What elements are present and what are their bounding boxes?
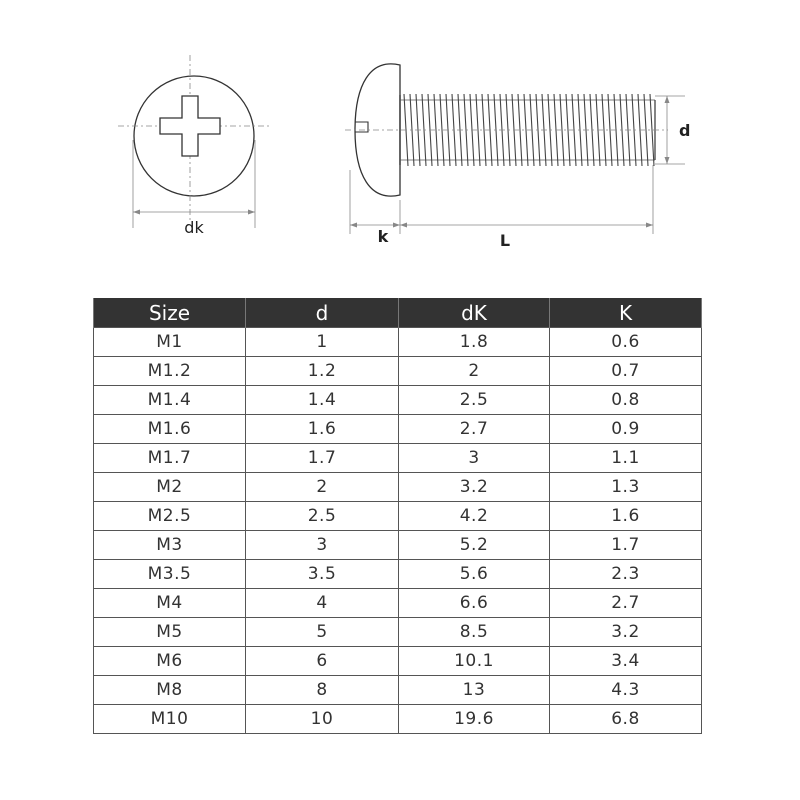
header-d: d [246,298,399,328]
cell-d: 1.6 [246,415,399,444]
cell-size: M3 [94,531,246,560]
cell-dk: 13 [399,676,550,705]
cell-dk: 2.7 [399,415,550,444]
table-row [94,676,702,705]
cell-d: 6 [246,647,399,676]
cell-d: 3.5 [246,560,399,589]
table-row [94,589,702,618]
cell-k: 0.9 [550,415,702,444]
cell-k: 6.8 [550,705,702,734]
table-row [94,560,702,589]
cell-k: 3.4 [550,647,702,676]
dim-label-L: L [499,231,511,250]
table-row [94,328,702,357]
cell-dk: 8.5 [399,618,550,647]
cell-size: M3.5 [94,560,246,589]
cell-d: 1.4 [246,386,399,415]
header-k: K [550,298,702,328]
cell-dk: 2.5 [399,386,550,415]
cell-dk: 5.6 [399,560,550,589]
cell-size: M5 [94,618,246,647]
cell-dk: 2 [399,357,550,386]
cell-size: M4 [94,589,246,618]
cell-dk: 19.6 [399,705,550,734]
cell-d: 10 [246,705,399,734]
size-spec-table [93,298,702,734]
table-row [94,618,702,647]
cell-k: 3.2 [550,618,702,647]
cell-d: 1.7 [246,444,399,473]
cell-dk: 1.8 [399,328,550,357]
cell-dk: 10.1 [399,647,550,676]
cell-size: M1.2 [94,357,246,386]
cell-d: 3 [246,531,399,560]
table-row [94,705,702,734]
cell-d: 8 [246,676,399,705]
cell-k: 0.8 [550,386,702,415]
cell-d: 4 [246,589,399,618]
cell-k: 1.3 [550,473,702,502]
cell-d: 5 [246,618,399,647]
cell-size: M8 [94,676,246,705]
screw-side-view [345,64,690,250]
table-row [94,386,702,415]
cell-dk: 6.6 [399,589,550,618]
cell-size: M1 [94,328,246,357]
cell-size: M2 [94,473,246,502]
cell-k: 0.6 [550,328,702,357]
cell-dk: 4.2 [399,502,550,531]
cell-k: 1.7 [550,531,702,560]
cell-dk: 3.2 [399,473,550,502]
table-row [94,647,702,676]
cell-k: 1.1 [550,444,702,473]
screw-head-top-view [118,55,270,237]
table-row [94,415,702,444]
cell-k: 2.3 [550,560,702,589]
header-size: Size [94,298,246,328]
table-row [94,502,702,531]
table-row [94,444,702,473]
cell-size: M1.7 [94,444,246,473]
table-header-row [94,298,702,328]
table-row [94,473,702,502]
cell-d: 1.2 [246,357,399,386]
cell-d: 2 [246,473,399,502]
cell-size: M6 [94,647,246,676]
dim-label-k: k [377,227,389,246]
cell-k: 2.7 [550,589,702,618]
cell-size: M10 [94,705,246,734]
header-dk: dK [399,298,550,328]
cell-k: 4.3 [550,676,702,705]
table-row [94,357,702,386]
cell-dk: 5.2 [399,531,550,560]
dim-label-dk: dk [184,218,204,237]
cell-d: 1 [246,328,399,357]
screw-dimension-diagram [0,0,800,290]
cell-k: 0.7 [550,357,702,386]
cell-size: M1.4 [94,386,246,415]
table-row [94,531,702,560]
cell-size: M1.6 [94,415,246,444]
cell-size: M2.5 [94,502,246,531]
dim-label-d: d [679,121,691,140]
cell-k: 1.6 [550,502,702,531]
cell-dk: 3 [399,444,550,473]
cell-d: 2.5 [246,502,399,531]
